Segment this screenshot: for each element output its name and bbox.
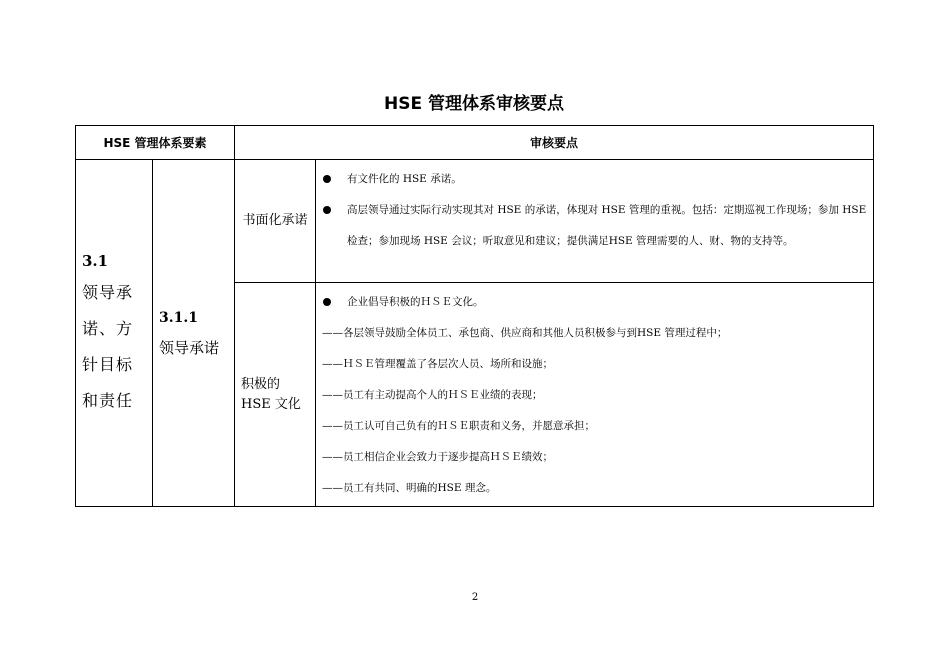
subsection-title: 领导承诺 (159, 339, 220, 357)
table-row (76, 160, 874, 283)
audit-points-cell (316, 160, 874, 283)
list-item: ——员工认可自己负有的ＨＳＥ职责和义务，并愿意承担； (322, 420, 595, 432)
list-item: ——员工有主动提高个人的ＨＳＥ业绩的表现； (322, 389, 543, 401)
list-item: ——ＨＳＥ管理覆盖了各层次人员、场所和设施； (322, 358, 553, 370)
section-number: 3.1 (82, 252, 109, 270)
list-item: ——员工有共同、明确的HSE 理念。 (322, 482, 497, 494)
bullet-icon (323, 298, 331, 306)
list-item: 企业倡导积极的ＨＳＥ文化。 (322, 287, 867, 318)
row-label-positive-culture: 积极的 HSE 文化 (235, 283, 316, 507)
subsection-cell (153, 160, 235, 507)
section-cell (76, 160, 153, 507)
page-title: HSE 管理体系审核要点 (383, 94, 564, 114)
list-item: 高层领导通过实际行动实现其对 HSE 的承诺，体现对 HSE 管理的重视。包括：定期巡视工作现场；参加 HSE 检查；参加现场 HSE 会议；听取意见和建议；提供满足HSE 管理需要的人、财、物的支持等。 (322, 195, 867, 257)
table-header-row (76, 126, 874, 160)
list-item: 有文件化的 HSE 承诺。 (322, 164, 867, 195)
header-audit-points: 审核要点 (235, 126, 874, 160)
audit-points-cell (316, 283, 874, 507)
bullet-icon (323, 206, 331, 214)
row-label-written-commitment: 书面化承诺 (235, 160, 316, 283)
header-elements: HSE 管理体系要素 (76, 126, 235, 160)
list-item: ——各层领导鼓励全体员工、承包商、供应商和其他人员积极参与到HSE 管理过程中； (322, 327, 728, 339)
section-title: 领导承诺、方针目标和责任 (82, 283, 134, 410)
bullet-icon (323, 175, 331, 183)
subsection-number: 3.1.1 (159, 310, 198, 326)
page-number: 2 (471, 592, 479, 603)
audit-table (75, 125, 874, 507)
list-item: ——员工相信企业会致力于逐步提高ＨＳＥ绩效； (322, 451, 553, 463)
